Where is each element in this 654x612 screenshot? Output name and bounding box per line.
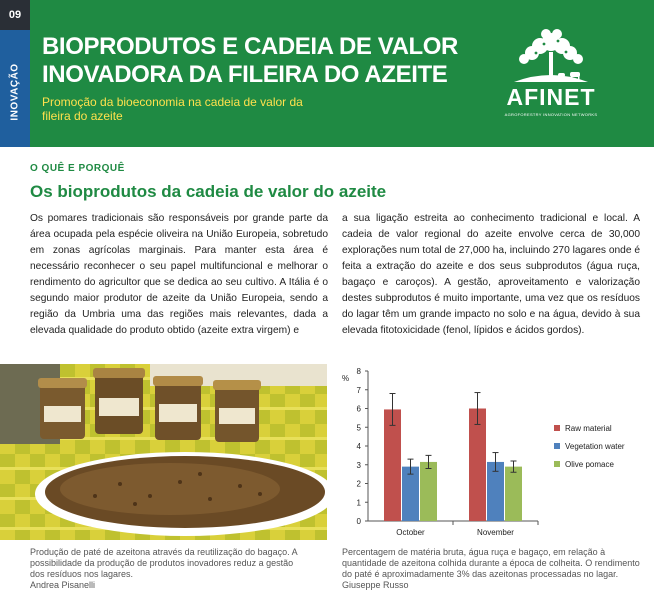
y-tick-label: 4: [356, 442, 361, 451]
jar-1: [38, 378, 87, 439]
section-side-tab: [0, 0, 30, 147]
jar-2: [93, 368, 145, 434]
article-title: Os bioprodutos da cadeia de valor do azeite: [30, 182, 387, 201]
bar: [402, 467, 419, 521]
legend-entry: Vegetation water: [565, 442, 625, 451]
logo-wordmark: AFINET: [506, 84, 596, 110]
legend-swatch: [554, 461, 560, 467]
page-title-line2: INOVADORA DA FILEIRA DO AZEITE: [42, 61, 448, 88]
bar: [469, 409, 486, 522]
y-tick-label: 3: [356, 460, 361, 470]
legend-swatch: [554, 443, 560, 449]
y-tick-label: 5: [356, 423, 361, 433]
subproducts-bar-chart: [338, 364, 648, 540]
logo-tagline: AGROFORESTRY INNOVATION NETWORKS: [504, 112, 598, 117]
y-tick-label: 0: [356, 517, 361, 526]
article-column-2: a sua ligação estreita ao conhecimento tradicional e local. A cadeia de valor regional do azeite envolve cerca de 30,000 explorações num total de 27,000 ha, incluindo 270 lagares onde é feita a extração do azeite e dos seus subprodutos (água ruça, bagaço e caroços). A gestão, aproveitamento e valorização destes subprodutos é muito importante, uma vez que os resíduos do lagar têm um grande impacto no solo e na água, devido à sua elevada fitotoxicidade (fenol, lípidos e ácidos gordos).: [342, 213, 640, 336]
olive-pate-photo: [0, 364, 327, 540]
tree-logo-icon: [496, 28, 606, 86]
chart-caption: [342, 547, 642, 591]
legend-entry: Raw material: [565, 424, 612, 433]
x-tick-label: October: [396, 528, 425, 537]
page-subtitle: Promoção da bioeconomia na cadeia de valor da fileira do azeite: [42, 95, 303, 123]
photo-caption-text: Produção de paté de azeitona através da reutilização do bagaço. A possibilidade da produção de produtos inovadores reduz a gestão dos resíduos nos lagares.: [30, 547, 298, 579]
chart-caption-text: Percentagem de matéria bruta, água ruça e bagaço, em relação à quantidade de azeitona colhida durante a época de colheita. O rendimento do paté é aproximadamente 3% das azeitonas processadas no lagar.: [342, 547, 640, 579]
chart-caption-author: Giuseppe Russo: [342, 580, 409, 590]
article-column-1: Os pomares tradicionais são responsáveis por grande parte da área ocupada pela espécie oliveira na União Europeia, sobretudo em zonas agrícolas marginais. Para manter esta área é necessário reconhecer o seu papel multifuncional e melhorar o rendimento do agricultor que se dedica ao seu cultivo. A Itália é o segundo maior produtor de azeite da União Europeia, sendo a região da Umbria uma das regiões mais relevantes, dada a elevada qualidade do produto obtido (azeite extra virgem) e: [30, 213, 328, 336]
x-tick-label: November: [477, 528, 514, 537]
y-axis-label: %: [342, 374, 350, 383]
section-tag: O QUÊ E PORQUÊ: [30, 163, 125, 174]
y-tick-label: 8: [356, 367, 361, 376]
section-label: INOVAÇÃO: [9, 63, 21, 121]
photo-caption: [30, 547, 310, 591]
y-tick-label: 6: [356, 404, 361, 414]
legend-swatch: [554, 425, 560, 431]
afinet-logo: [496, 28, 606, 120]
bar: [505, 467, 522, 521]
y-tick-label: 1: [356, 498, 361, 508]
y-tick-label: 7: [356, 385, 361, 395]
jar-4: [213, 380, 261, 442]
jar-3: [153, 376, 203, 440]
bar: [384, 409, 401, 521]
legend-entry: Olive pomace: [565, 460, 614, 469]
page-number: 09: [0, 0, 30, 30]
photo-caption-author: Andrea Pisanelli: [30, 580, 96, 590]
page-title-line1: BIOPRODUTOS E CADEIA DE VALOR: [42, 33, 458, 60]
bar: [420, 462, 437, 521]
y-tick-label: 2: [356, 479, 361, 489]
